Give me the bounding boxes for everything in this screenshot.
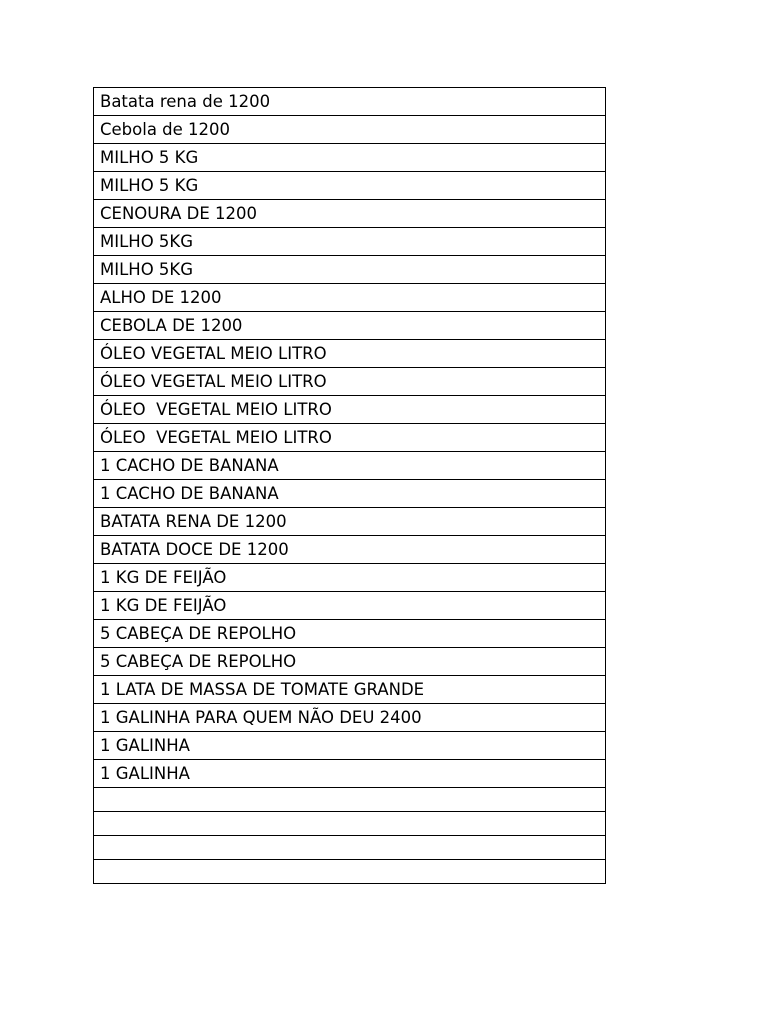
table-row <box>94 340 606 368</box>
table-cell-empty <box>94 788 606 812</box>
table-cell: 1 CACHO DE BANANA <box>94 452 606 480</box>
table-row <box>94 200 606 228</box>
table-cell: Cebola de 1200 <box>94 116 606 144</box>
table-row <box>94 592 606 620</box>
table-cell: Batata rena de 1200 <box>94 88 606 116</box>
items-table <box>93 87 606 884</box>
table-cell: 1 GALINHA <box>94 732 606 760</box>
table-cell: MILHO 5 KG <box>94 172 606 200</box>
table-row <box>94 228 606 256</box>
table-row <box>94 396 606 424</box>
table-cell: BATATA RENA DE 1200 <box>94 508 606 536</box>
table-row <box>94 312 606 340</box>
table-row <box>94 536 606 564</box>
table-cell: ALHO DE 1200 <box>94 284 606 312</box>
table-cell: 1 CACHO DE BANANA <box>94 480 606 508</box>
table-cell: BATATA DOCE DE 1200 <box>94 536 606 564</box>
table-cell: 1 KG DE FEIJÃO <box>94 592 606 620</box>
table-row <box>94 452 606 480</box>
table-row <box>94 116 606 144</box>
table-row-empty <box>94 812 606 836</box>
table-row <box>94 424 606 452</box>
table-cell: CEBOLA DE 1200 <box>94 312 606 340</box>
table-row <box>94 508 606 536</box>
table-row <box>94 760 606 788</box>
table-cell: 1 KG DE FEIJÃO <box>94 564 606 592</box>
table-row <box>94 172 606 200</box>
table-cell: CENOURA DE 1200 <box>94 200 606 228</box>
table-cell: 5 CABEÇA DE REPOLHO <box>94 620 606 648</box>
table-cell: ÓLEO VEGETAL MEIO LITRO <box>94 368 606 396</box>
table-cell: MILHO 5 KG <box>94 144 606 172</box>
table-row <box>94 284 606 312</box>
table-cell: ÓLEO VEGETAL MEIO LITRO <box>94 396 606 424</box>
table-row-empty <box>94 836 606 860</box>
table-row <box>94 676 606 704</box>
table-cell-empty <box>94 836 606 860</box>
table-row <box>94 480 606 508</box>
table-cell-empty <box>94 860 606 884</box>
table-row <box>94 256 606 284</box>
table-row <box>94 732 606 760</box>
table-row-empty <box>94 860 606 884</box>
table-row <box>94 620 606 648</box>
table-cell: MILHO 5KG <box>94 256 606 284</box>
table-row-empty <box>94 788 606 812</box>
table-row <box>94 704 606 732</box>
table-row <box>94 564 606 592</box>
table-cell: MILHO 5KG <box>94 228 606 256</box>
table-cell-empty <box>94 812 606 836</box>
table-row <box>94 368 606 396</box>
table-cell: 1 GALINHA <box>94 760 606 788</box>
table-cell: 5 CABEÇA DE REPOLHO <box>94 648 606 676</box>
table-row <box>94 88 606 116</box>
table-row <box>94 648 606 676</box>
table-cell: ÓLEO VEGETAL MEIO LITRO <box>94 424 606 452</box>
table-row <box>94 144 606 172</box>
table-cell: 1 GALINHA PARA QUEM NÃO DEU 2400 <box>94 704 606 732</box>
table-cell: 1 LATA DE MASSA DE TOMATE GRANDE <box>94 676 606 704</box>
table-cell: ÓLEO VEGETAL MEIO LITRO <box>94 340 606 368</box>
